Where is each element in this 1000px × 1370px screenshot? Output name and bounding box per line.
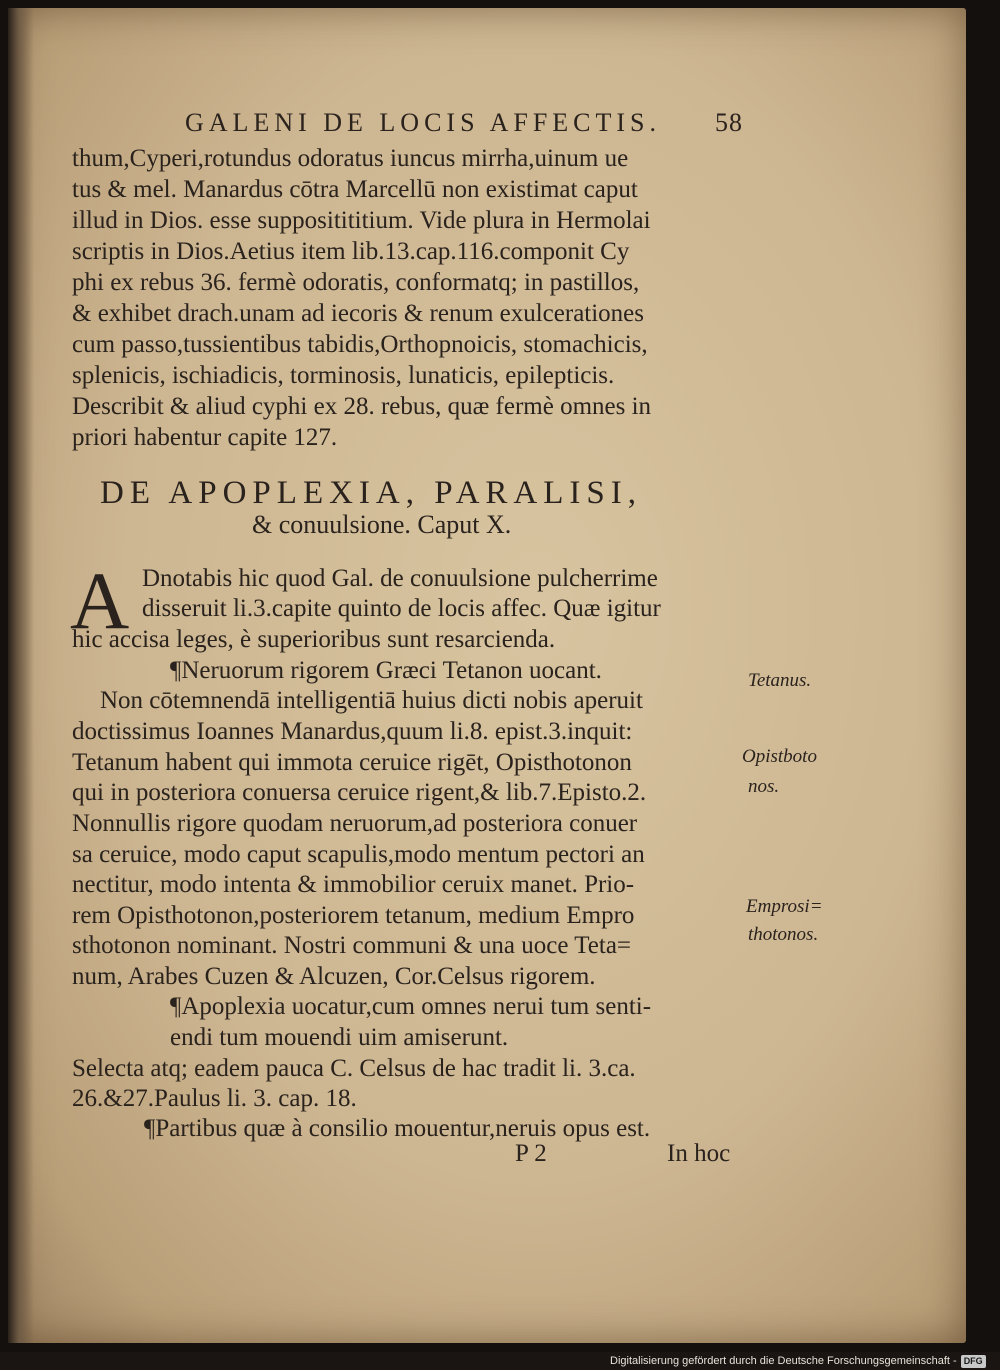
chapter-heading: DE APOPLEXIA, PARALISI, xyxy=(100,475,642,511)
text-line: Non cōtemnendā intelligentiā huius dicti nobis aperuit xyxy=(100,687,643,714)
text-line: illud in Dios. esse suppositititium. Vide plura in Hermolai xyxy=(72,207,651,234)
running-title: GALENI DE LOCIS AFFECTIS. xyxy=(185,108,662,137)
margin-note-opisthotonos: Opistboto xyxy=(742,746,817,767)
text-line: sthotonon nominant. Nostri communi & una uoce Teta= xyxy=(72,932,632,959)
text-line: ¶Apoplexia uocatur,cum omnes nerui tum senti- xyxy=(170,993,652,1020)
text-line: thum,Cyperi,rotundus odoratus iuncus mirrha,uinum ue xyxy=(72,145,629,172)
text-line: tus & mel. Manardus cōtra Marcellū non existimat caput xyxy=(72,176,638,203)
text-line: Nonnullis rigore quodam neruorum,ad posteriora conuer xyxy=(72,810,638,837)
text-line: Describit & aliud cyphi ex 28. rebus, quæ fermè omnes in xyxy=(72,393,652,420)
funding-note xyxy=(610,1352,1000,1370)
funding-text: Digitalisierung gefördert durch die Deutsche Forschungsgemeinschaft - xyxy=(610,1355,957,1367)
text-line: scriptis in Dios.Aetius item lib.13.cap.116.componit Cy xyxy=(72,238,630,265)
text-line: phi ex rebus 36. fermè odoratis, conformatq; in pastillos, xyxy=(72,269,640,296)
margin-note-opisthotonos: nos. xyxy=(748,776,780,797)
text-line: ¶Partibus quæ à consilio mouentur,neruis opus est. xyxy=(144,1115,651,1142)
text-line: priori habentur capite 127. xyxy=(72,424,338,451)
page-gutter-shadow xyxy=(8,8,34,1343)
text-line: cum passo,tussientibus tabidis,Orthopnoicis, stomachicis, xyxy=(72,331,648,358)
text-line: & exhibet drach.unam ad iecoris & renum exulcerationes xyxy=(72,300,645,327)
page-number: 58 xyxy=(715,108,743,137)
text-line: sa ceruice, modo caput scapulis,modo mentum pectori an xyxy=(72,841,645,868)
text-line: Tetanum habent qui immota ceruice rigēt, Opisthotonon xyxy=(72,749,632,776)
text-line: qui in posteriora conuersa ceruice rigent,& lib.7.Episto.2. xyxy=(72,779,647,806)
chapter-subheading: & conuulsione. Caput X. xyxy=(252,510,512,539)
catchword: In hoc xyxy=(667,1140,731,1167)
text-line: splenicis, ischiadicis, torminosis, lunaticis, epilepticis. xyxy=(72,362,615,389)
text-line: doctissimus Ioannes Manardus,quum li.8. epist.3.inquit: xyxy=(72,718,633,745)
text-line: endi tum mouendi uim amiserunt. xyxy=(170,1024,509,1051)
text-line: num, Arabes Cuzen & Alcuzen, Cor.Celsus rigorem. xyxy=(72,963,596,990)
text-line: disseruit li.3.capite quinto de locis affec. Quæ igitur xyxy=(142,595,661,622)
text-line: Dnotabis hic quod Gal. de conuulsione pulcherrime xyxy=(142,565,658,592)
text-line: nectitur, modo intenta & immobilior ceruix manet. Prio- xyxy=(72,871,635,898)
dfg-logo: DFG xyxy=(961,1355,986,1368)
text-line: rem Opisthotonon,posteriorem tetanum, medium Empro xyxy=(72,902,635,929)
margin-note-tetanus: Tetanus. xyxy=(748,670,812,691)
text-line: 26.&27.Paulus li. 3. cap. 18. xyxy=(72,1085,357,1112)
drop-capital: A xyxy=(70,555,130,646)
text-line: ¶Neruorum rigorem Græci Tetanon uocant. xyxy=(170,657,602,684)
margin-note-emprosthotonos: thotonos. xyxy=(748,924,819,945)
running-header xyxy=(185,108,745,138)
text-line: Selecta atq; eadem pauca C. Celsus de hac tradit li. 3.ca. xyxy=(72,1055,636,1082)
margin-note-emprosthotonos: Emprosi= xyxy=(746,896,823,917)
text-line: hic accisa leges, è superioribus sunt resarcienda. xyxy=(72,626,556,653)
signature-mark: P 2 xyxy=(515,1140,547,1167)
